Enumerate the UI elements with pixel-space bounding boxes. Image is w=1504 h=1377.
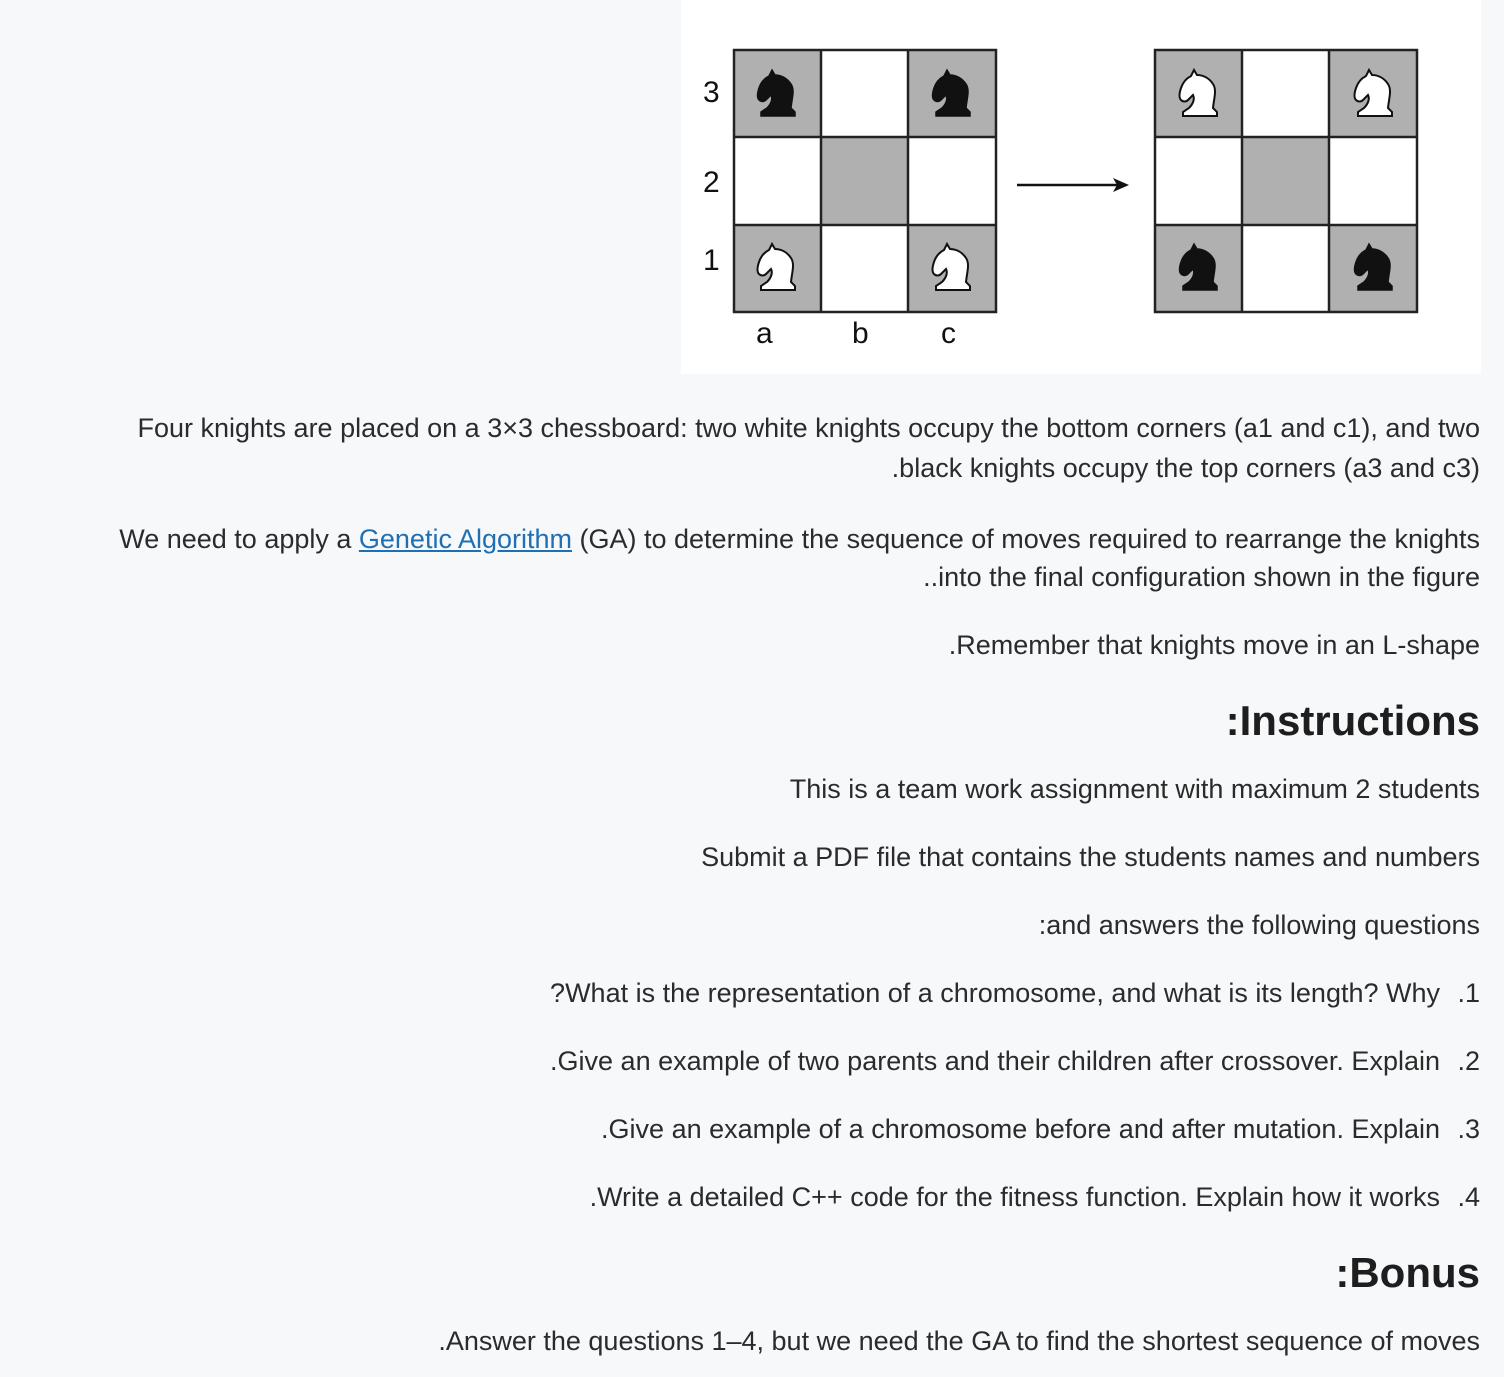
final-board — [1155, 50, 1417, 312]
square-b1 — [821, 225, 908, 312]
intro-p2-line2: ..into the final configuration shown in the figure — [923, 562, 1480, 592]
file-label-b: b — [852, 317, 869, 350]
arrow-icon — [1017, 178, 1129, 192]
intro-p1-line2: .black knights occupy the top corners (a3 and c3) — [891, 453, 1480, 483]
question-number: .4 — [1457, 1182, 1480, 1212]
instructions-line-2: Submit a PDF file that contains the students names and numbers — [701, 842, 1480, 872]
intro-p1-line1: Four knights are placed on a 3×3 chessboard: two white knights occupy the bottom corners (a1 and c1), and two — [137, 413, 1480, 443]
question-text: .Write a detailed C++ code for the fitness function. Explain how it works — [589, 1182, 1440, 1212]
file-label-c: c — [941, 317, 956, 350]
chessboard-figure — [681, 0, 1481, 374]
question-text: ?What is the representation of a chromosome, and what is its length? Why — [550, 978, 1440, 1008]
intro-paragraph-3: .Remember that knights move in an L-shape — [948, 630, 1480, 660]
intro-paragraph-1 — [137, 408, 1480, 488]
rank-label-3: 3 — [703, 76, 720, 109]
intro-p2-line1 — [119, 519, 1480, 559]
square-a2 — [734, 137, 821, 225]
genetic-algorithm-link[interactable]: Genetic Algorithm — [358, 524, 572, 554]
square-b2 — [821, 137, 908, 225]
question-item-4 — [590, 1177, 1480, 1217]
square-b3 — [821, 50, 908, 137]
intro-p2-prefix: We need to apply a — [119, 524, 359, 554]
question-text: .Give an example of a chromosome before and after mutation. Explain — [601, 1114, 1440, 1144]
rank-label-2: 2 — [703, 166, 720, 199]
bonus-heading: :Bonus — [1335, 1249, 1480, 1296]
question-number: .3 — [1457, 1114, 1480, 1144]
question-text: .Give an example of two parents and their children after crossover. Explain — [550, 1046, 1440, 1076]
instructions-line-3: :and answers the following questions — [1038, 910, 1480, 940]
intro-paragraph-2 — [119, 519, 1480, 597]
instructions-line-1: This is a team work assignment with maximum 2 students — [789, 774, 1480, 804]
question-number: .1 — [1457, 978, 1480, 1008]
bonus-text: .Answer the questions 1–4, but we need the GA to find the shortest sequence of moves — [438, 1326, 1480, 1356]
instructions-heading: :Instructions — [1225, 697, 1480, 744]
question-item-1 — [550, 973, 1480, 1013]
question-item-2 — [550, 1041, 1480, 1081]
question-item-3 — [601, 1109, 1480, 1149]
square-c2 — [908, 137, 996, 225]
question-number: .2 — [1457, 1046, 1480, 1076]
knights-diagram — [681, 0, 1481, 374]
initial-board — [734, 50, 996, 312]
rank-label-1: 1 — [703, 244, 720, 277]
file-label-a: a — [756, 317, 773, 350]
intro-p2-suffix: (GA) to determine the sequence of moves required to rearrange the knights — [572, 524, 1480, 554]
